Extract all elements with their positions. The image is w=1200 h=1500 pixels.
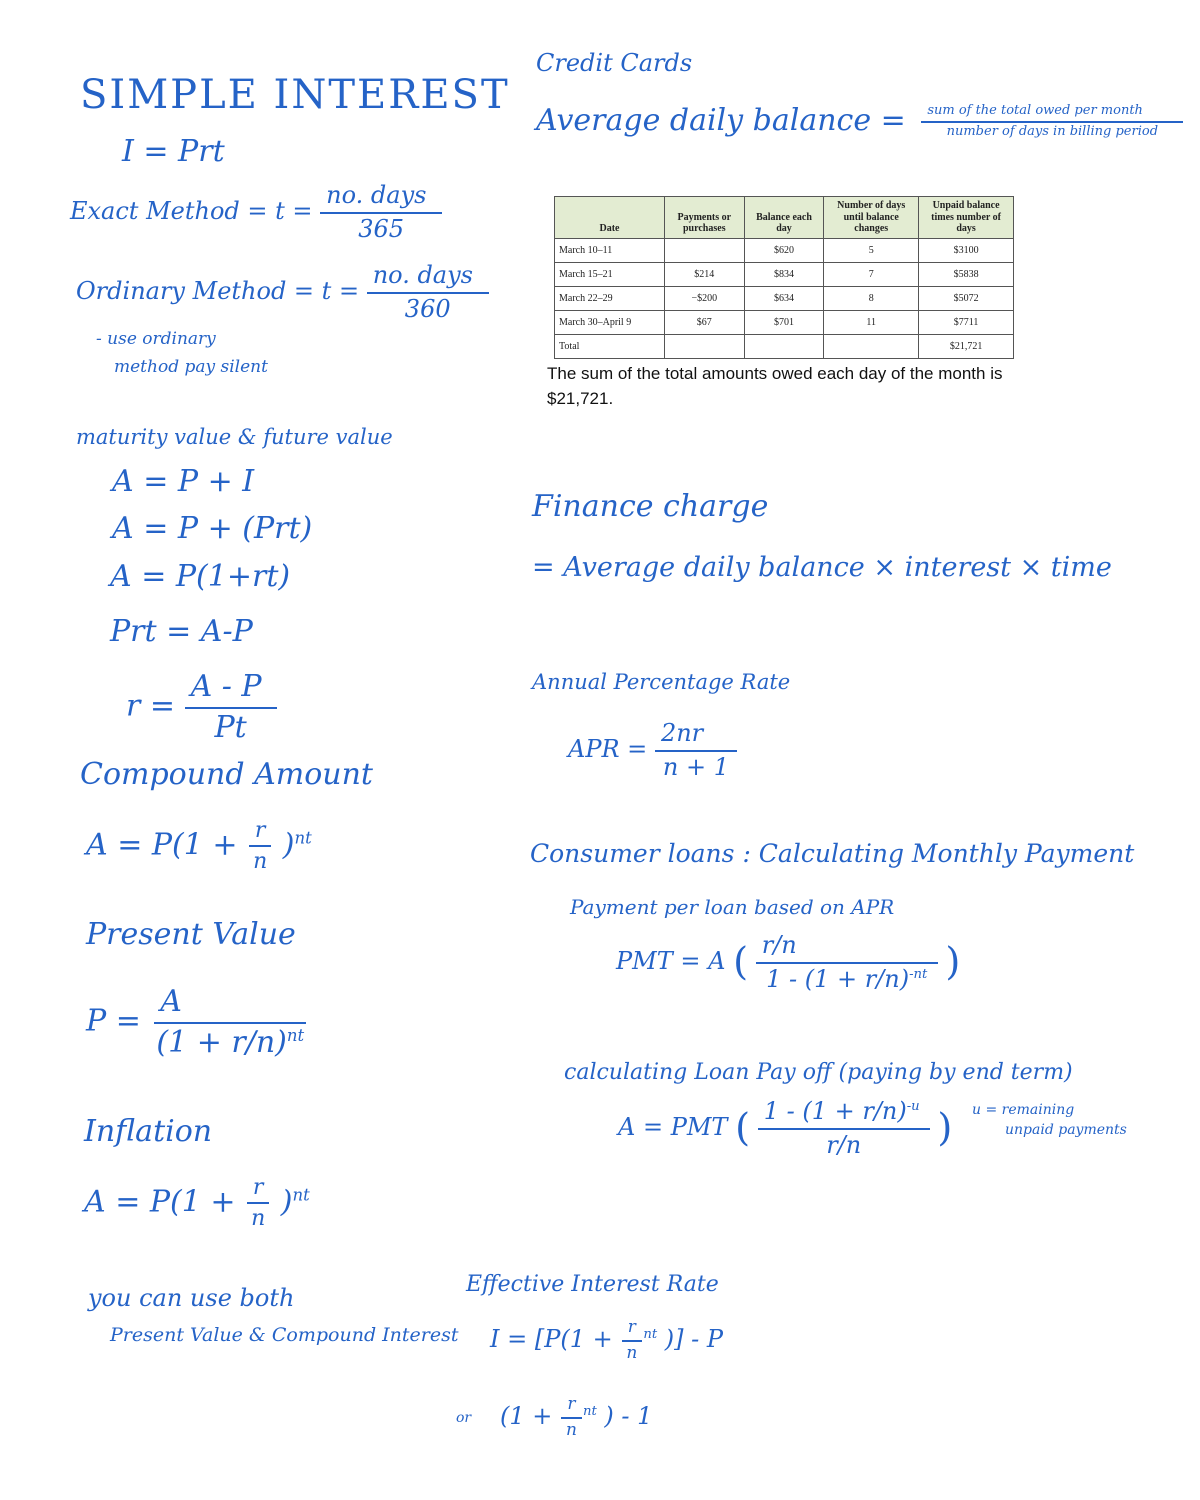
adb-label: Average daily balance = (536, 103, 906, 138)
effective-eq1-denominator: n (626, 1342, 638, 1363)
effective-eq2-numerator: r (561, 1395, 581, 1419)
effective-eq2-fraction (560, 1395, 583, 1440)
pmt-fraction (756, 932, 938, 993)
apr-fraction (655, 720, 737, 781)
simple-interest-formula: I = Prt (122, 134, 225, 169)
table-cell: March 22–29 (555, 286, 665, 310)
exact-method-label: Exact Method = t = (70, 197, 313, 226)
table-cell (824, 334, 919, 358)
payoff-note-line1: u = remaining (972, 1102, 1075, 1118)
inflation-formula-lhs: A = P(1 + (84, 1184, 236, 1220)
effective-eq2-rhs: ) - 1 (604, 1402, 653, 1431)
ordinary-method-formula (76, 262, 489, 323)
table-cell: $67 (664, 310, 744, 334)
table-cell: −$200 (664, 286, 744, 310)
maturity-eq5-fraction (185, 670, 277, 745)
table-cell: 5 (824, 238, 919, 262)
effective-or: or (456, 1410, 472, 1426)
present-value-title: Present Value (86, 917, 296, 952)
payoff-numerator-exponent: -u (906, 1099, 920, 1114)
column-header: Number of days until balance changes (824, 197, 919, 239)
consumer-loans-subtitle: Payment per loan based on APR (570, 895, 895, 919)
effective-eq1-rhs: )] - P (664, 1325, 724, 1354)
payoff-formula (618, 1098, 952, 1159)
pmt-numerator: r/n (756, 932, 938, 964)
table-cell: $214 (664, 262, 744, 286)
exact-method-fraction (320, 182, 442, 243)
finance-charge-formula: = Average daily balance × interest × time (532, 552, 1112, 583)
table-row (555, 286, 1014, 310)
effective-rate-eq2 (500, 1395, 652, 1440)
effective-rate-eq1 (490, 1318, 723, 1363)
pmt-formula (616, 932, 960, 993)
table-cell: 7 (824, 262, 919, 286)
table-row (555, 262, 1014, 286)
payoff-fraction (758, 1098, 930, 1159)
inflation-fraction-numerator: r (247, 1175, 270, 1204)
exact-method-denominator: 365 (358, 214, 405, 243)
apr-numerator: 2nr (655, 720, 737, 752)
ordinary-note-line1: - use ordinary (96, 329, 216, 349)
effective-eq1-lhs: I = [P(1 + (490, 1325, 613, 1354)
credit-cards-title: Credit Cards (536, 49, 693, 77)
maturity-eq4: Prt = A-P (110, 614, 253, 649)
adb-numerator: sum of the total owed per month (921, 104, 1183, 123)
pmt-close-paren: ) (945, 939, 961, 985)
pmt-denominator (760, 964, 933, 994)
table-cell: $5072 (919, 286, 1014, 310)
ordinary-method-fraction (367, 262, 489, 323)
credit-card-table (554, 196, 1014, 359)
payoff-numerator-text: 1 - (1 + r/n) (763, 1097, 907, 1125)
payoff-denominator: r/n (826, 1130, 862, 1159)
finance-charge-title: Finance charge (532, 489, 769, 524)
table-header-row (555, 197, 1014, 239)
ordinary-method-label: Ordinary Method = t = (76, 277, 360, 306)
compound-formula-close: ) (282, 827, 295, 863)
table-cell (744, 334, 824, 358)
column-header: Payments or purchases (664, 197, 744, 239)
apr-denominator: n + 1 (662, 752, 729, 781)
table-cell: Total (555, 334, 665, 358)
adb-fraction (921, 104, 1183, 140)
maturity-eq5 (126, 670, 277, 745)
pmt-lhs: PMT = A (616, 947, 726, 976)
compound-formula (86, 818, 312, 875)
present-value-fraction (150, 985, 310, 1060)
consumer-loans-title: Consumer loans : Calculating Monthly Payment (530, 839, 1135, 868)
table-cell: $21,721 (919, 334, 1014, 358)
effective-eq1-exponent: nt (643, 1327, 658, 1343)
exact-method-numerator: no. days (320, 182, 442, 214)
apr-formula (568, 720, 737, 781)
footer-note-line1: you can use both (88, 1284, 295, 1312)
table-cell: 11 (824, 310, 919, 334)
table-cell: March 15–21 (555, 262, 665, 286)
table-cell: $634 (744, 286, 824, 310)
effective-eq1-fraction (620, 1318, 643, 1363)
effective-rate-title: Effective Interest Rate (466, 1272, 719, 1297)
footer-note-line2: Present Value & Compound Interest (110, 1324, 459, 1346)
inflation-formula (84, 1175, 310, 1232)
table-row (555, 238, 1014, 262)
effective-eq1-numerator: r (622, 1318, 642, 1342)
compound-formula-exponent: nt (294, 828, 312, 848)
table-row (555, 310, 1014, 334)
inflation-formula-exponent: nt (292, 1185, 310, 1205)
ordinary-note-line2: method pay silent (114, 357, 268, 377)
pmt-open-paren: ( (733, 939, 749, 985)
compound-title: Compound Amount (80, 757, 373, 792)
present-value-lhs: P = (86, 1003, 141, 1039)
table-cell: $834 (744, 262, 824, 286)
inflation-title: Inflation (84, 1114, 213, 1149)
adb-denominator: number of days in billing period (946, 124, 1159, 139)
credit-card-table-wrapper (554, 196, 1014, 359)
average-daily-balance-formula (536, 104, 1183, 140)
payoff-title: calculating Loan Pay off (paying by end term) (564, 1060, 1073, 1085)
compound-fraction-numerator: r (249, 818, 272, 847)
present-value-formula (86, 985, 310, 1060)
payoff-numerator (758, 1098, 930, 1130)
maturity-eq5-lhs: r = (126, 688, 176, 724)
effective-eq2-lhs: (1 + (500, 1402, 553, 1431)
payoff-close-paren: ) (937, 1105, 953, 1151)
maturity-eq5-denominator: Pt (214, 709, 247, 745)
present-value-denominator (150, 1024, 310, 1061)
apr-title: Annual Percentage Rate (532, 670, 791, 694)
column-header: Date (555, 197, 665, 239)
table-cell: $3100 (919, 238, 1014, 262)
table-cell: $5838 (919, 262, 1014, 286)
payoff-note-line2: unpaid payments (1005, 1122, 1127, 1138)
table-caption: The sum of the total amounts owed each day of the month is $21,721. (547, 364, 1003, 408)
present-value-numerator: A (154, 985, 306, 1024)
column-header: Balance each day (744, 197, 824, 239)
simple-interest-title: SIMPLE INTEREST (80, 72, 510, 118)
maturity-title: maturity value & future value (76, 425, 393, 449)
table-cell: 8 (824, 286, 919, 310)
maturity-eq1: A = P + I (112, 464, 255, 499)
compound-fraction-denominator: n (253, 849, 268, 875)
table-cell: $620 (744, 238, 824, 262)
present-value-exponent: nt (286, 1025, 305, 1045)
table-cell: $701 (744, 310, 824, 334)
present-value-denominator-text: (1 + r/n) (156, 1024, 287, 1060)
inflation-formula-close: ) (280, 1184, 293, 1220)
inflation-fraction-denominator: n (251, 1206, 266, 1232)
ordinary-method-denominator: 360 (404, 294, 451, 323)
payoff-lhs: A = PMT (618, 1113, 728, 1142)
maturity-eq5-numerator: A - P (185, 670, 277, 709)
column-header: Unpaid balance times number of days (919, 197, 1014, 239)
maturity-eq3: A = P(1+rt) (110, 559, 291, 594)
payoff-open-paren: ( (735, 1105, 751, 1151)
pmt-denominator-exponent: -nt (909, 966, 928, 982)
table-cell: March 30–April 9 (555, 310, 665, 334)
inflation-formula-fraction (245, 1175, 271, 1232)
table-cell: $7711 (919, 310, 1014, 334)
compound-formula-fraction (247, 818, 273, 875)
exact-method-formula (70, 182, 442, 243)
table-total-row (555, 334, 1014, 358)
table-cell (664, 238, 744, 262)
effective-eq2-exponent: nt (582, 1404, 597, 1420)
apr-lhs: APR = (568, 735, 648, 764)
ordinary-method-numerator: no. days (367, 262, 489, 294)
effective-eq2-denominator: n (566, 1419, 577, 1440)
maturity-eq2: A = P + (Prt) (112, 511, 313, 546)
compound-formula-lhs: A = P(1 + (86, 827, 238, 863)
pmt-denominator-text: 1 - (1 + r/n) (766, 964, 910, 993)
table-cell: March 10–11 (555, 238, 665, 262)
table-cell (664, 334, 744, 358)
